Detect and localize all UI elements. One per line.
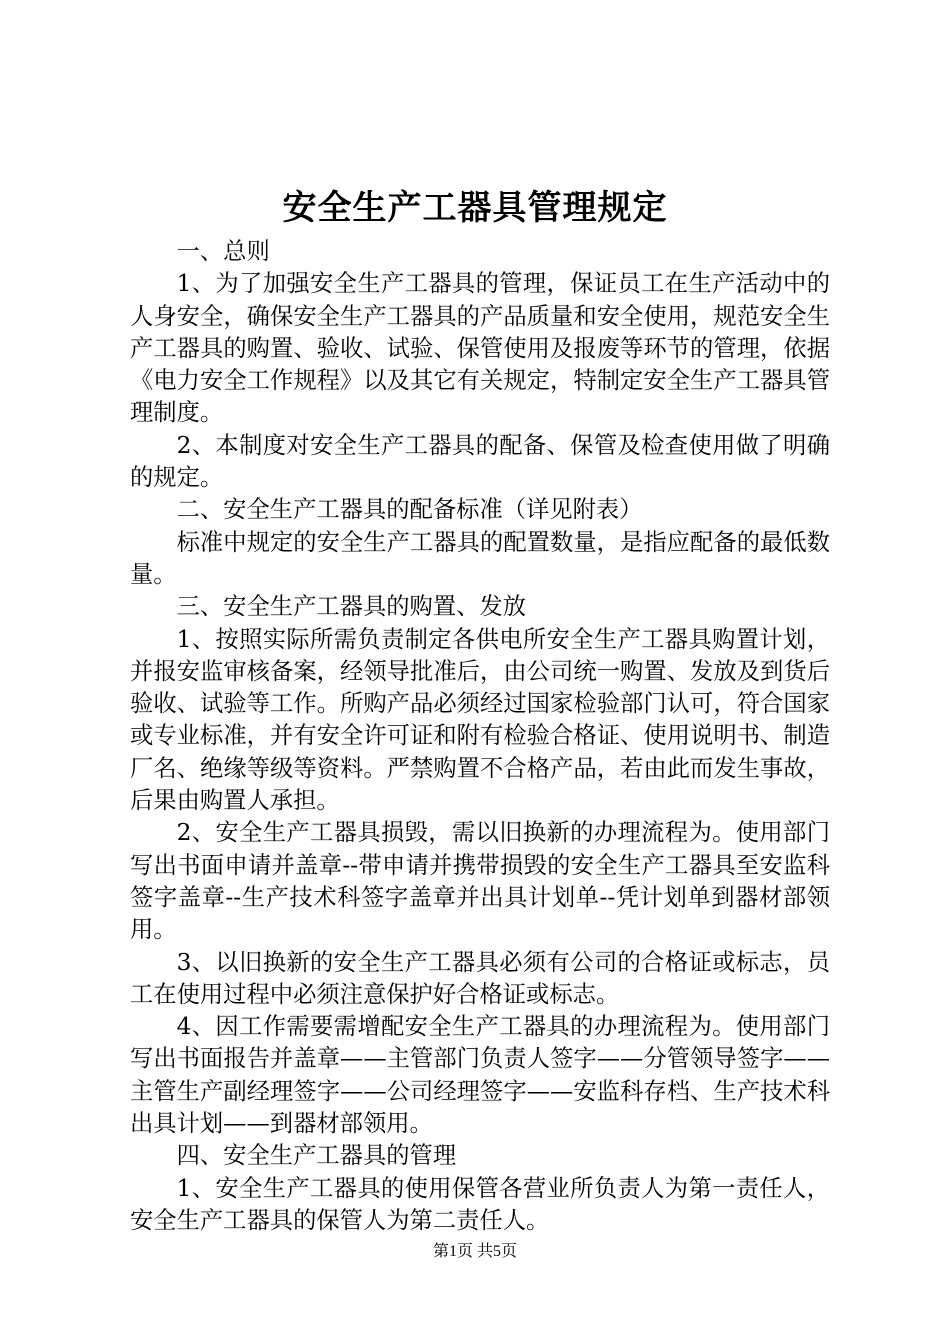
document-body: [130, 236, 830, 1237]
paragraph: 1、按照实际所需负责制定各供电所安全生产工器具购置计划，并报安监审核备案，经领导批准后，由公司统一购置、发放及到货后验收、试验等工作。所购产品必须经过国家检验部门认可，符合国家或专业标准，并有安全许可证和附有检验合格证、使用说明书、制造厂名、绝缘等级等资料。严禁购置不合格产品，若由此而发生事故，后果由购置人承担。: [130, 625, 830, 815]
paragraph: 4、因工作需要需增配安全生产工器具的办理流程为。使用部门写出书面报告并盖章——主管部门负责人签字——分管领导签字——主管生产副经理签字——公司经理签字——安监科存档、生产技术科出具计划——到器材部领用。: [130, 1013, 830, 1138]
paragraph: 标准中规定的安全生产工器具的配置数量，是指应配备的最低数量。: [130, 528, 830, 588]
section-heading-management: 四、安全生产工器具的管理: [176, 1142, 457, 1170]
page-footer: 第1页 共5页: [432, 1243, 517, 1260]
paragraph: 1、为了加强安全生产工器具的管理，保证员工在生产活动中的人身安全，确保安全生产工器具的产品质量和安全使用，规范安全生产工器具的购置、验收、试验、保管使用及报废等环节的管理，依据《电力安全工作规程》以及其它有关规定，特制定安全生产工器具管理制度。: [130, 270, 830, 427]
paragraph: 1、安全生产工器具的使用保管各营业所负责人为第一责任人，安全生产工器具的保管人为第二责任人。: [130, 1174, 830, 1234]
paragraph: 2、本制度对安全生产工器具的配备、保管及检查使用做了明确的规定。: [130, 431, 830, 492]
paragraph: 3、以旧换新的安全生产工器具必须有公司的合格证或标志，员工在使用过程中必须注意保护好合格证或标志。: [130, 948, 830, 1008]
paragraph: 2、安全生产工器具损毁，需以旧换新的办理流程为。使用部门写出书面申请并盖章--带申请并携带损毁的安全生产工器具至安监科签字盖章--生产技术科签字盖章并出具计划单--凭计划单到器材部领用。: [130, 819, 830, 944]
document-title: 安全生产工器具管理规定: [282, 188, 668, 228]
section-heading-purchase: 三、安全生产工器具的购置、发放: [176, 593, 527, 621]
section-heading-standard: 二、安全生产工器具的配备标准（详见附表）: [176, 496, 643, 524]
section-heading-general: 一、总则: [176, 238, 270, 265]
